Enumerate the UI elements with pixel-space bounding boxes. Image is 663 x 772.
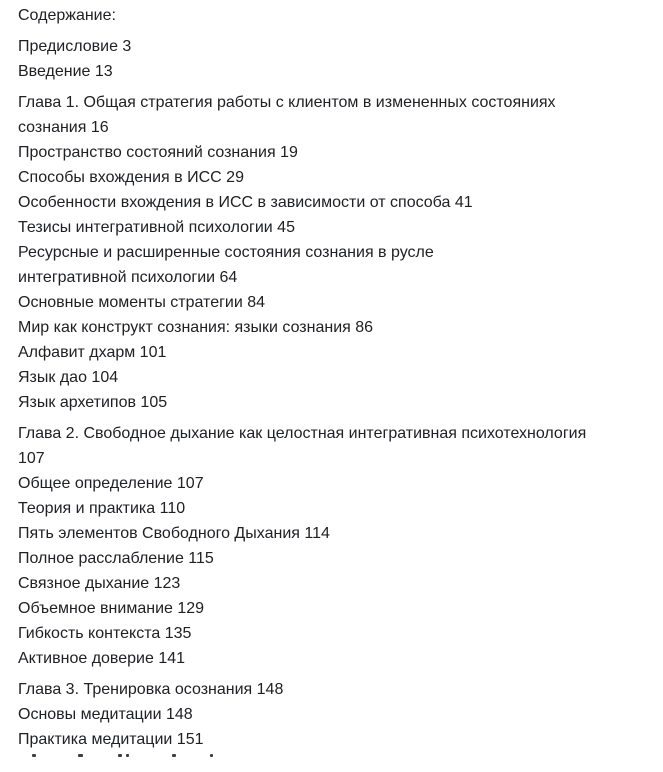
toc-line: Мир как конструкт сознания: языки сознания 86 bbox=[18, 319, 374, 336]
toc-line: Способы вхождения в ИСС 29 bbox=[18, 169, 244, 186]
toc-chapter3-block bbox=[18, 677, 645, 772]
toc-line: Гибкость контекста 135 bbox=[18, 625, 192, 642]
toc-line: Основные моменты стратегии 84 bbox=[18, 294, 266, 311]
toc-line: Алфавит дхарм 101 bbox=[18, 344, 167, 361]
toc-line: Полное расслабление 115 bbox=[18, 550, 214, 567]
toc-line: Тезисы интегративной психологии 45 bbox=[18, 219, 295, 236]
toc-chapter-heading-line: Глава 1. Общая стратегия работы с клиентом в измененных состояниях bbox=[18, 94, 556, 111]
toc-line: Теория и практика 110 bbox=[18, 500, 186, 517]
glyph-top-mark bbox=[126, 754, 129, 757]
toc-line: интегративной психологии 64 bbox=[18, 269, 238, 286]
glyph-top-mark bbox=[78, 754, 83, 757]
toc-title: Содержание: bbox=[18, 7, 116, 24]
toc-line: Язык архетипов 105 bbox=[18, 394, 168, 411]
toc-chapter-heading-line: сознания 16 bbox=[18, 119, 109, 136]
glyph-top-mark bbox=[32, 754, 36, 757]
toc-chapter2-block bbox=[18, 421, 645, 671]
toc-line: Практика медитации 151 bbox=[18, 731, 204, 748]
toc-line: Общее определение 107 bbox=[18, 475, 204, 492]
toc-line: Введение 13 bbox=[18, 63, 113, 80]
toc-line: Особенности вхождения в ИСС в зависимости от способа 41 bbox=[18, 194, 473, 211]
toc-chapter1-block bbox=[18, 90, 645, 415]
glyph-top-mark bbox=[118, 754, 122, 757]
toc-chapter-heading-line: Глава 2. Свободное дыхание как целостная интегративная психотехнология bbox=[18, 425, 587, 442]
toc-line: Объемное внимание 129 bbox=[18, 600, 205, 617]
toc-line: Основы медитации 148 bbox=[18, 706, 193, 723]
toc-line: Язык дао 104 bbox=[18, 369, 119, 386]
toc-intro-block bbox=[18, 34, 645, 84]
clipped-text-line bbox=[18, 752, 645, 772]
glyph-top-mark bbox=[210, 754, 213, 757]
toc-line: Предисловие 3 bbox=[18, 38, 132, 55]
toc-line: Активное доверие 141 bbox=[18, 650, 186, 667]
toc-chapter-heading-line: Глава 3. Тренировка осознания 148 bbox=[18, 681, 284, 698]
toc-line: Ресурсные и расширенные состояния сознания в русле bbox=[18, 244, 434, 261]
toc-chapter-heading-line: 107 bbox=[18, 450, 45, 467]
toc-line: Пространство состояний сознания 19 bbox=[18, 144, 298, 161]
glyph-top-mark bbox=[172, 754, 176, 757]
toc-line: Пять элементов Свободного Дыхания 114 bbox=[18, 525, 330, 542]
toc-line: Связное дыхание 123 bbox=[18, 575, 181, 592]
